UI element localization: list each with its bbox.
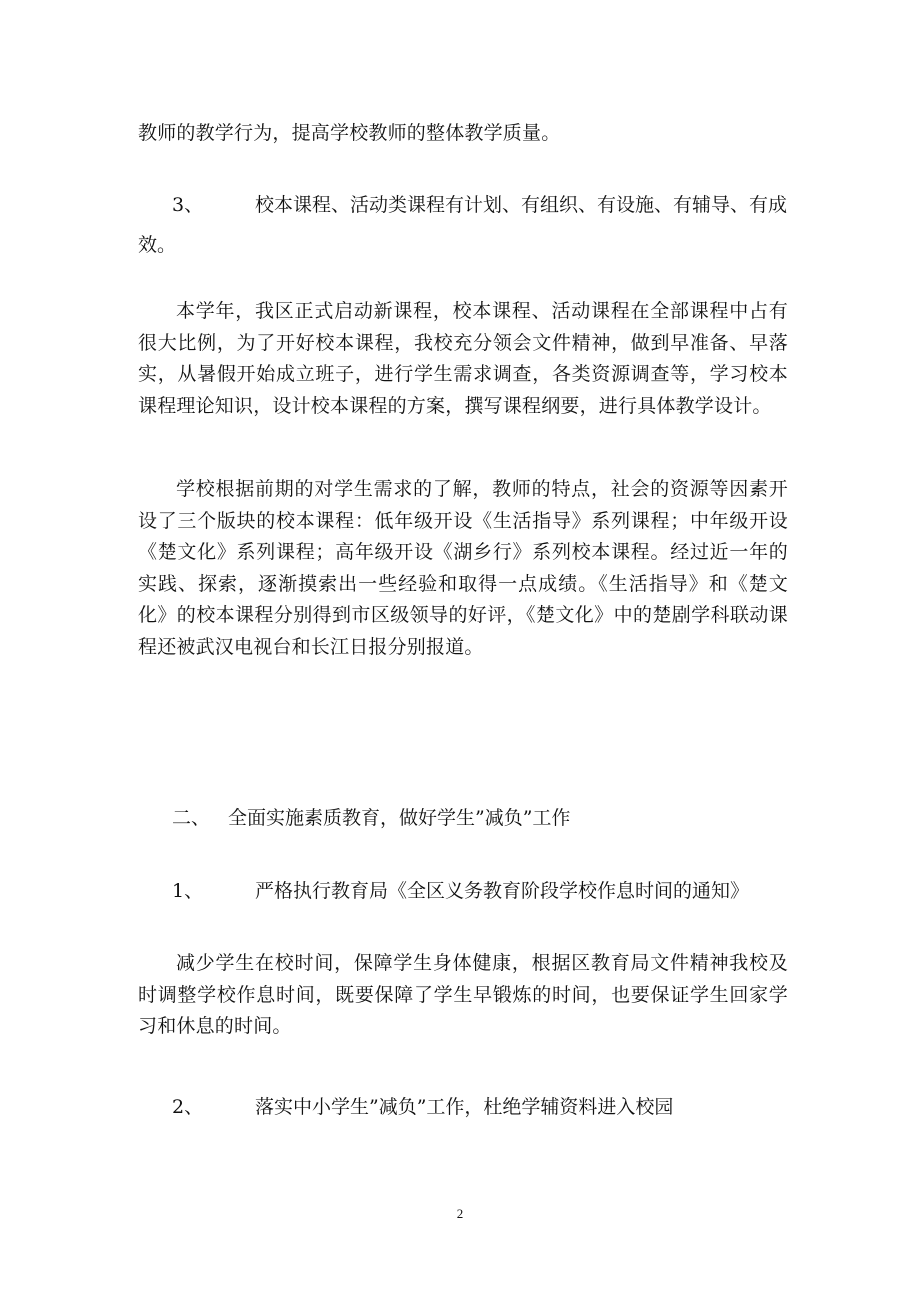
section-2-title: 全面实施素质教育，做好学生”减负”工作 xyxy=(228,807,571,829)
item-3-number: 3、 xyxy=(172,194,204,216)
item-2-heading: 落实中小学生”减负”工作，杜绝学辅资料进入校园 xyxy=(255,1096,674,1118)
item-3-heading-line2: 效。 xyxy=(138,234,177,256)
paragraph-continuation: 教师的教学行为，提高学校教师的整体教学质量。 xyxy=(138,122,561,144)
paragraph-schedule: 减少学生在校时间，保障学生身体健康，根据区教育局文件精神我校及时调整学校作息时间，既要保障了学生早锻炼的时间，也要保证学生回家学习和休息的时间。 xyxy=(138,952,788,1037)
paragraph-school-courses: 本学年，我区正式启动新课程，校本课程、活动课程在全部课程中占有很大比例，为了开好校本课程，我校充分领会文件精神，做到早准备、早落实，从暑假开始成立班子，进行学生需求调查，各类资源调查等，学习校本课程理论知识，设计校本课程的方案，撰写课程纲要，进行具体教学设计。 xyxy=(138,300,788,417)
paragraph-course-modules: 学校根据前期的对学生需求的了解，教师的特点，社会的资源等因素开设了三个版块的校本课程：低年级开设《生活指导》系列课程；中年级开设《楚文化》系列课程；高年级开设《湖乡行》系列校本课程。经过近一年的实践、探索，逐渐摸索出一些经验和取得一点成绩。《生活指导》和《楚文化》的校本课程分别得到市区级领导的好评，《楚文化》中的楚剧学科联动课程还被武汉电视台和长江日报分别报道。 xyxy=(138,478,788,658)
section-2-number: 二、 xyxy=(172,807,211,829)
item-3-heading-line1: 校本课程、活动类课程有计划、有组织、有设施、有辅导、有成 xyxy=(255,194,788,216)
page-number: 2 xyxy=(456,1206,464,1221)
item-2-number: 2、 xyxy=(172,1096,204,1118)
item-1-heading: 严格执行教育局《全区义务教育阶段学校作息时间的通知》 xyxy=(255,880,750,902)
item-1-number: 1、 xyxy=(172,880,204,902)
